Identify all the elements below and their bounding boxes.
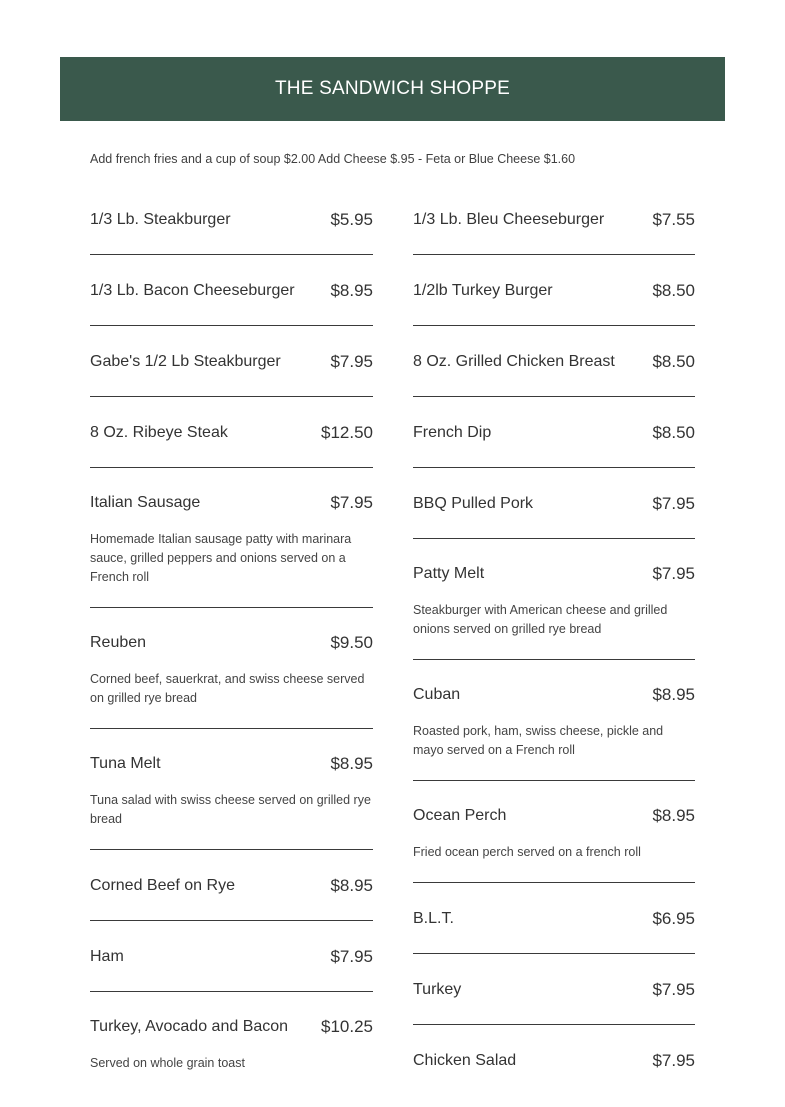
- menu-item-price: $8.50: [652, 280, 695, 300]
- menu-item-name: 1/3 Lb. Steakburger: [90, 210, 231, 228]
- menu-item: [413, 255, 695, 326]
- menu-item-price: $12.50: [321, 422, 373, 442]
- menu-item-header: [413, 954, 695, 1024]
- menu-item: [413, 1025, 695, 1095]
- menu-item-name: Turkey, Avocado and Bacon: [90, 1017, 289, 1035]
- menu-item: [90, 921, 373, 992]
- menu-item-price: $9.50: [330, 632, 373, 652]
- menu-item-description: Roasted pork, ham, swiss cheese, pickle and mayo served on a French roll: [413, 724, 664, 757]
- menu-item: [413, 660, 695, 781]
- menu-item-name: Gabe's 1/2 Lb Steakburger: [90, 352, 281, 370]
- menu-item: [90, 850, 373, 921]
- menu-item-price: $8.95: [330, 753, 373, 773]
- menu-item-price: $5.95: [330, 209, 373, 229]
- menu-item-price: $7.95: [330, 946, 373, 966]
- menu-item-description: Served on whole grain toast: [90, 1056, 245, 1070]
- menu-item: [90, 397, 373, 468]
- menu-item: [90, 326, 373, 397]
- menu-item-header: [413, 1025, 695, 1095]
- menu-item-name: 1/2lb Turkey Burger: [413, 281, 553, 299]
- menu-item: [413, 326, 695, 397]
- menu-item-price: $7.95: [652, 563, 695, 583]
- menu-item-name: B.L.T.: [413, 909, 454, 927]
- menu-item: [413, 397, 695, 468]
- menu-item-name: Italian Sausage: [90, 493, 201, 511]
- menu-column-right: [413, 184, 695, 1095]
- menu-item-header: [90, 850, 373, 920]
- menu-item-name: 1/3 Lb. Bleu Cheeseburger: [413, 210, 605, 228]
- menu-item-price: $8.95: [330, 875, 373, 895]
- menu-item-header: [413, 660, 695, 728]
- menu-header: [60, 57, 725, 121]
- menu-item-header: [413, 397, 695, 467]
- menu-item-name: 8 Oz. Grilled Chicken Breast: [413, 352, 615, 370]
- menu-item: [90, 184, 373, 255]
- menu-item-description: Fried ocean perch served on a french roll: [413, 845, 641, 859]
- menu-item-name: French Dip: [413, 423, 492, 441]
- menu-item-price: $8.50: [652, 351, 695, 371]
- menu-item-price: $8.95: [330, 280, 373, 300]
- menu-item-price: $7.95: [330, 492, 373, 512]
- menu-item-name: BBQ Pulled Pork: [413, 494, 534, 512]
- menu-item-header: [413, 184, 695, 254]
- menu-title: THE SANDWICH SHOPPE: [275, 78, 510, 99]
- menu-item-header: [413, 781, 695, 849]
- menu-item: [413, 781, 695, 883]
- menu-item-price: $7.95: [330, 351, 373, 371]
- menu-item-name: Turkey: [413, 980, 462, 998]
- menu-item-price: $8.95: [652, 805, 695, 825]
- menu-column-left: [90, 184, 373, 1093]
- menu-item-description: Steakburger with American cheese and grilled onions served on grilled rye bread: [413, 603, 668, 636]
- menu-item-price: $10.25: [321, 1016, 373, 1036]
- menu-item: [413, 954, 695, 1025]
- menu-item-header: [90, 326, 373, 396]
- menu-item-price: $8.50: [652, 422, 695, 442]
- menu-item-description: Corned beef, sauerkrat, and swiss cheese served on grilled rye bread: [90, 672, 365, 705]
- menu-item-name: Tuna Melt: [90, 754, 161, 772]
- menu-item-price: $7.95: [652, 1050, 695, 1070]
- menu-item: [413, 468, 695, 539]
- menu-item-name: Chicken Salad: [413, 1051, 517, 1069]
- menu-item-price: $7.95: [652, 979, 695, 999]
- menu-item-header: [90, 921, 373, 991]
- menu-item-price: $7.55: [652, 209, 695, 229]
- menu-item-header: [413, 326, 695, 396]
- menu-item: [90, 255, 373, 326]
- menu-item-name: 1/3 Lb. Bacon Cheeseburger: [90, 281, 295, 299]
- menu-item-header: [413, 883, 695, 953]
- menu-item-header: [413, 255, 695, 325]
- add-ons-note: Add french fries and a cup of soup $2.00 Add Cheese $.95 - Feta or Blue Cheese $1.60: [90, 152, 576, 166]
- menu-item-header: [90, 184, 373, 254]
- menu-item-header: [413, 539, 695, 607]
- menu-item: [90, 608, 373, 729]
- menu-item: [90, 468, 373, 608]
- menu-item-header: [90, 729, 373, 797]
- menu-item-price: $7.95: [652, 493, 695, 513]
- menu-item-header: [90, 992, 373, 1060]
- menu-item: [413, 184, 695, 255]
- menu-item-price: $8.95: [652, 684, 695, 704]
- menu-item-name: Ocean Perch: [413, 806, 507, 824]
- menu-item-header: [90, 468, 373, 536]
- menu-item-name: Ham: [90, 947, 124, 965]
- menu-item-name: Reuben: [90, 633, 147, 651]
- menu-item-description: Tuna salad with swiss cheese served on grilled rye bread: [90, 793, 371, 826]
- menu-item-name: 8 Oz. Ribeye Steak: [90, 423, 228, 441]
- menu-item-name: Cuban: [413, 685, 461, 703]
- menu-item-header: [90, 397, 373, 467]
- menu-item: [413, 539, 695, 660]
- menu-item-header: [90, 608, 373, 676]
- menu-item-name: Patty Melt: [413, 564, 485, 582]
- menu-item-price: $6.95: [652, 908, 695, 928]
- menu-item-header: [413, 468, 695, 538]
- menu-item-description: Homemade Italian sausage patty with marinara sauce, grilled peppers and onions served on a French roll: [90, 532, 352, 584]
- menu-item-header: [90, 255, 373, 325]
- menu-item-name: Corned Beef on Rye: [90, 876, 235, 894]
- menu-item: [90, 729, 373, 850]
- menu-item: [90, 992, 373, 1093]
- menu-item: [413, 883, 695, 954]
